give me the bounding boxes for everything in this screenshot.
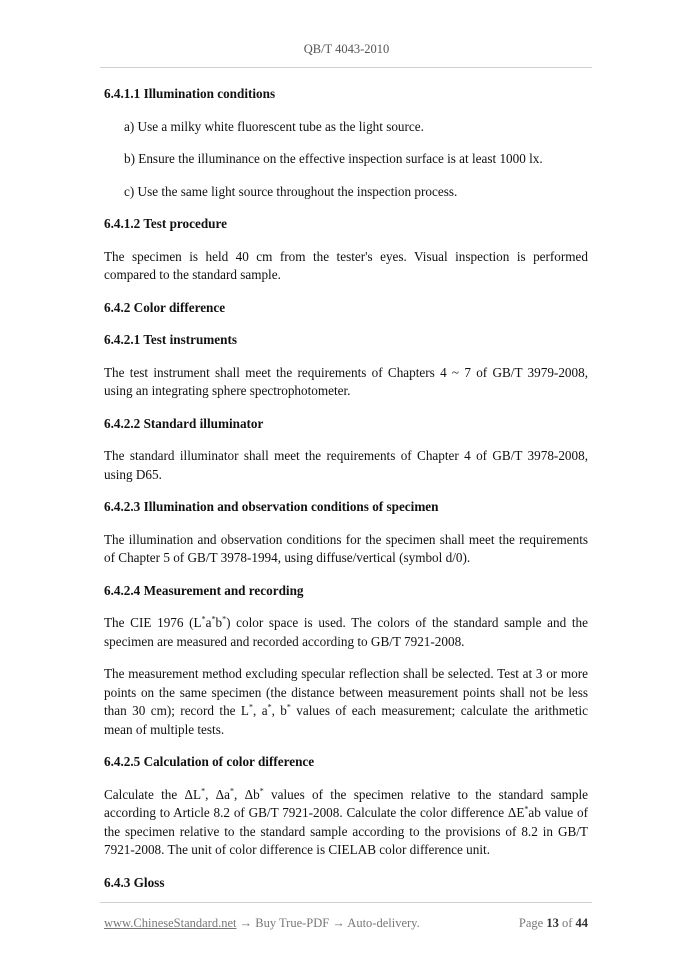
footer-divider [100, 902, 592, 903]
header-divider [100, 67, 592, 68]
text-run: ) color space is used. The colors of the standard sample and the specimen are measured and recorded according to GB/T 7921-2008. [104, 615, 588, 649]
superscript: * [259, 786, 264, 796]
text-run: values of each measurement; calculate the arithmetic mean of multiple tests. [104, 703, 589, 737]
superscript: * [201, 786, 206, 796]
text-run: values of the specimen relative to the standard sample according to Article 8.2 of GB/T 7921-2008. Calculate the color difference ΔE [104, 786, 588, 820]
page-indicator [519, 916, 588, 931]
list-item: c) Use the same light source throughout the inspection process. [124, 183, 458, 199]
paragraph: The standard illuminator shall meet the requirements of Chapter 4 of GB/T 3978-2008, using D65. [104, 448, 588, 482]
text-run: ab value of the specimen relative to the standard sample according to the provisions of 8.2 in GB/T 7921-2008. The unit of color difference is CIELAB color difference unit. [104, 805, 588, 857]
section-heading: 6.4.2.2 Standard illuminator [104, 415, 264, 431]
site-link[interactable]: www.ChineseStandard.net [104, 916, 237, 930]
list-item: b) Ensure the illuminance on the effective inspection surface is at least 1000 lx. [124, 151, 543, 166]
paragraph: The illumination and observation conditions for the specimen shall meet the requirements of Chapter 5 of GB/T 3978-1994, using diffuse/vertical (symbol d/0). [104, 531, 588, 565]
section-heading: 6.4.2 Color difference [104, 299, 226, 315]
text-run: , b [271, 703, 287, 718]
page-total: 44 [575, 916, 588, 930]
text-run: , Δa [205, 786, 231, 802]
section-heading: 6.4.2.1 Test instruments [104, 332, 237, 347]
superscript: * [248, 702, 253, 712]
footer-promo [104, 916, 420, 931]
superscript: * [211, 614, 216, 624]
text-run: , a [252, 703, 268, 718]
page-label: Page [518, 916, 544, 930]
page-number: 13 [546, 916, 559, 930]
paragraph: The test instrument shall meet the requirements of Chapters 4 ~ 7 of GB/T 3979-2008, using an integrating sphere spectrophotometer. [104, 364, 588, 398]
text-run: The measurement method excluding specular reflection shall be selected. Test at 3 or more points on the same specimen (the distance between measurement points shall not be less than 30 cm); record the L [104, 666, 588, 718]
document-body [104, 85, 588, 906]
paragraph: The specimen is held 40 cm from the tester's eyes. Visual inspection is performed compared to the standard sample. [104, 248, 588, 282]
list-item: a) Use a milky white fluorescent tube as the light source. [124, 118, 424, 134]
section-heading: 6.4.1.2 Test procedure [104, 216, 227, 231]
paragraph [104, 665, 588, 739]
of-label: of [561, 916, 573, 930]
text-run: a [205, 615, 212, 630]
section-heading: 6.4.1.1 Illumination conditions [104, 86, 276, 101]
text-run: Calculate the ΔL [104, 786, 202, 802]
footer-tagline: → Buy True-PDF → Auto-delivery. [236, 916, 420, 930]
text-run: b [215, 615, 223, 630]
superscript: * [267, 702, 272, 712]
text-run: , Δb [234, 786, 260, 802]
section-heading: 6.4.2.5 Calculation of color difference [104, 754, 315, 769]
page-header: QB/T 4043-2010 [303, 42, 390, 56]
paragraph [104, 786, 588, 860]
superscript: * [286, 702, 291, 712]
section-heading: 6.4.2.3 Illumination and observation conditions of specimen [104, 499, 439, 514]
section-heading: 6.4.2.4 Measurement and recording [104, 582, 304, 598]
superscript: * [201, 614, 206, 624]
superscript: * [524, 804, 529, 814]
superscript: * [230, 786, 235, 796]
superscript: * [222, 614, 227, 624]
paragraph [104, 614, 588, 651]
section-heading: 6.4.3 Gloss [104, 874, 165, 890]
text-run: The CIE 1976 (L [104, 615, 202, 630]
